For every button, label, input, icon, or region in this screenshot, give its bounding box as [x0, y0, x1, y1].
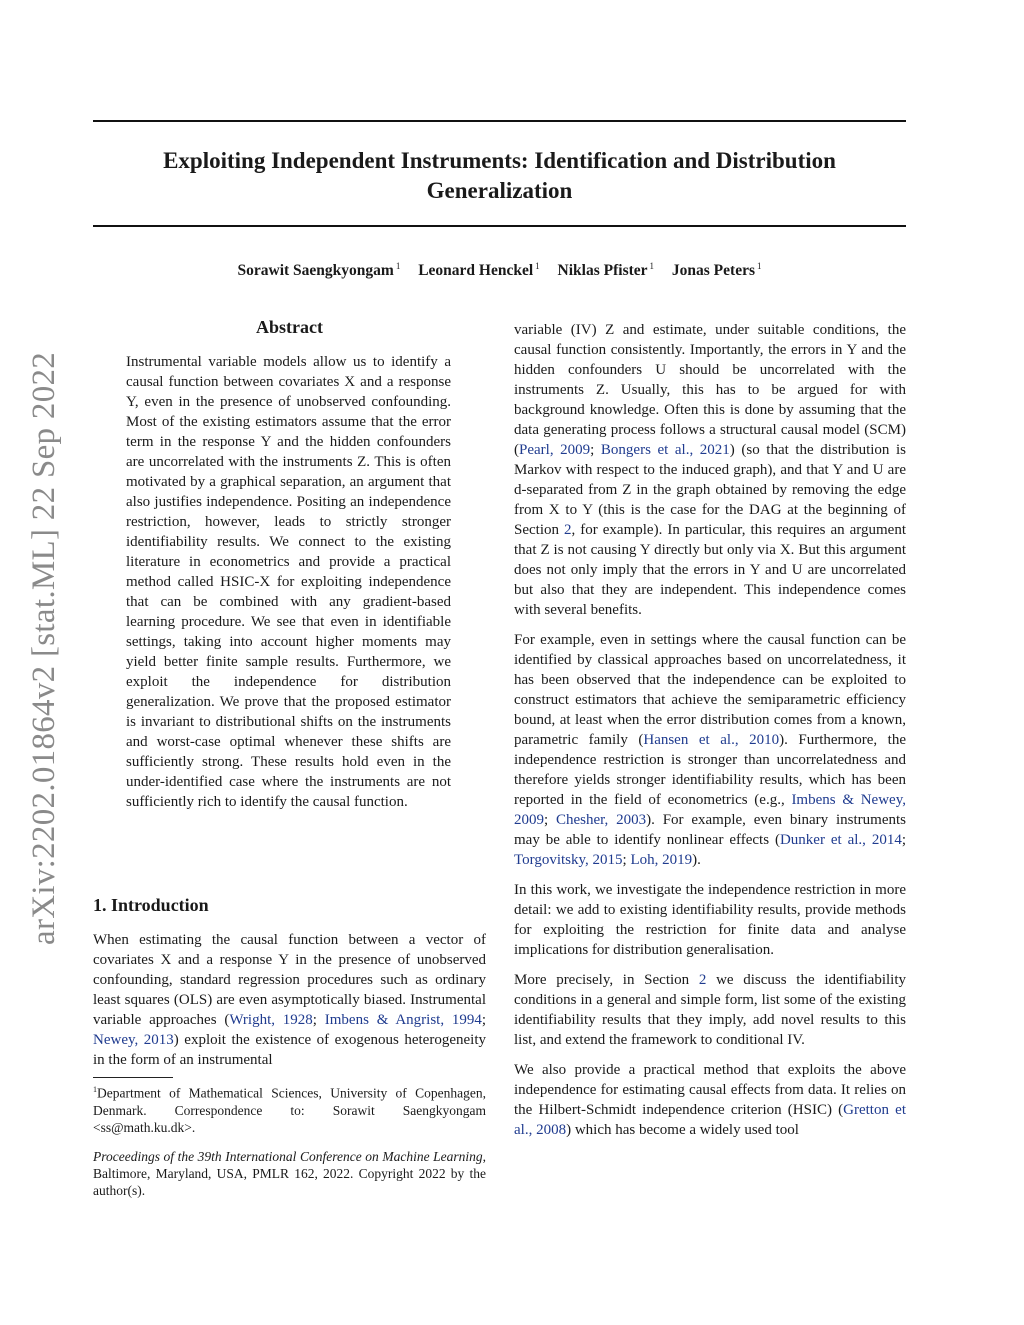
introduction-heading: 1. Introduction: [93, 895, 209, 915]
introduction-paragraph: When estimating the causal function between a vector of covariates X and a response Y in the presence of unobserved confounding, standard regression procedures such as ordinary least squares (OLS) are even asymptotically biased. Instrumental variable approaches (Wright, 1928; Imbens & Angrist, 1994; Newey, 2013) exploit the existence of exogenous heterogeneity in the form of an instrumental: [93, 932, 487, 1068]
abstract-text: Instrumental variable models allow us to identify a causal function between covariates X and a response Y, even in the presence of unobserved confounding. Most of the existing estimators assume that the error term in the response Y and the hidden confounders are uncorrelated with the instruments Z. This is often motivated by a graphical separation, an argument that also justifies independence. Positing an independence restriction, however, leads to strictly stronger identifiability results. We connect to the existing literature in econometrics and provide a practical method called HSIC-X for exploiting independence that can be combined with any gradient-based learning procedure. We see that even in identifiable settings, taking into account higher moments may yield better finite sample results. Furthermore, we exploit the independence for distribution generalization. We prove that the proposed estimator is invariant to distributional shifts on the instruments and worst-case optimal whenever these shifts are sufficiently strong. These results hold even in the under-identified case where the instruments are not sufficiently rich to identify the causal function.: [126, 354, 451, 810]
author: Leonard Henckel $^1$: [418, 261, 540, 280]
citation-link[interactable]: Dunker et al., 2014: [779, 832, 902, 848]
paragraph: We also provide a practical method that exploits the above independence for estimating causal effects from data. It relies on the Hilbert-Schmidt independence criterion (HSIC) (Gretton et al., 2008) which has become a widely used tool: [514, 1062, 906, 1138]
affiliation-footnote: $^1$Department of Mathematical Sciences, University of Copenhagen, Denmark. Correspondence to: Sorawit Saengkyongam <ss@math.ku.dk>.: [93, 1085, 486, 1135]
citation-link[interactable]: Pearl, 2009: [519, 442, 591, 458]
proceedings-note: Proceedings of the 39th International Conference on Machine Learning, Baltimore, Maryland, USA, PMLR 162, 2022. Copyright 2022 by the author(s).: [93, 1149, 486, 1198]
citation-link[interactable]: Wright, 1928: [229, 1012, 313, 1028]
right-column: [514, 320, 906, 1150]
section-link[interactable]: 2: [564, 522, 572, 538]
arxiv-identifier: arXiv:2202.01864v2 [stat.ML] 22 Sep 2022: [26, 351, 62, 945]
citation-link[interactable]: Newey, 2013: [93, 1032, 174, 1048]
title-top-rule: [93, 120, 906, 122]
abstract-heading: Abstract: [256, 317, 323, 337]
author: Jonas Peters $^1$: [671, 261, 762, 280]
section-link[interactable]: 2: [698, 972, 707, 988]
citation-link[interactable]: Imbens & Newey, 2009: [514, 792, 906, 828]
title-bottom-rule: [93, 225, 906, 227]
author: Sorawit Saengkyongam $^1$: [237, 261, 401, 280]
footnote-rule: [93, 1077, 173, 1078]
citation-link[interactable]: Imbens & Angrist, 1994: [324, 1012, 482, 1028]
citation-link[interactable]: Chesher, 2003: [556, 812, 647, 828]
author: Niklas Pfister $^1$: [557, 261, 655, 280]
paragraph: variable (IV) Z and estimate, under suitable conditions, the causal function consistently. Importantly, the errors in Y and the hidden confounders U should be uncorrelated with the instruments Z. Usually, this has to be argued for with background knowledge. Often this is done by assuming that the data generating process follows a structural causal model (SCM) (Pearl, 2009; Bongers et al., 2021) (so that the distribution is Markov with respect to the induced graph), and that Y and U are d-separated from Z in the graph obtained by removing the edge from X to Y (this is the case for the DAG at the beginning of Section 2, for example). In particular, this requires an argument that Z is not causing Y directly but only via X. But this argument does not only imply that the errors in Y and U are uncorrelated but also that they are independent. This independence comes with several benefits.: [514, 322, 907, 618]
paragraph: In this work, we investigate the independence restriction in more detail: we add to existing identifiability results, provide methods for exploiting the restriction for finite data and analyse implications for distribution generalisation.: [514, 882, 906, 958]
citation-link[interactable]: Loh, 2019: [630, 852, 693, 868]
author-list: [93, 261, 906, 280]
citation-link[interactable]: Hansen et al., 2010: [643, 732, 780, 748]
paper-title: Exploiting Independent Instruments: Identification and Distribution Generalization: [163, 148, 836, 203]
paragraph: More precisely, in Section 2 we discuss the identifiability conditions in a general and simple form, list some of the existing identifiability results that they imply, add novel results to this list, and extend the framework to conditional IV.: [514, 972, 906, 1048]
paragraph: For example, even in settings where the causal function can be identified by classical approaches based on uncorrelatedness, it has been observed that the independence can be exploited to construct estimators that achieve the semiparametric efficiency bound, at least when the error distribution comes from a known, parametric family (Hansen et al., 2010). Furthermore, the independence restriction is stronger than uncorrelatedness and therefore yields stronger identifiability results, which has been reported in the field of econometrics (e.g., Imbens & Newey, 2009; Chesher, 2003). For example, even binary instruments may be able to identify nonlinear effects (Dunker et al., 2014; Torgovitsky, 2015; Loh, 2019).: [514, 632, 906, 868]
citation-link[interactable]: Torgovitsky, 2015: [514, 852, 623, 868]
citation-link[interactable]: Gretton et al., 2008: [514, 1102, 906, 1138]
citation-link[interactable]: Bongers et al., 2021: [600, 442, 730, 458]
